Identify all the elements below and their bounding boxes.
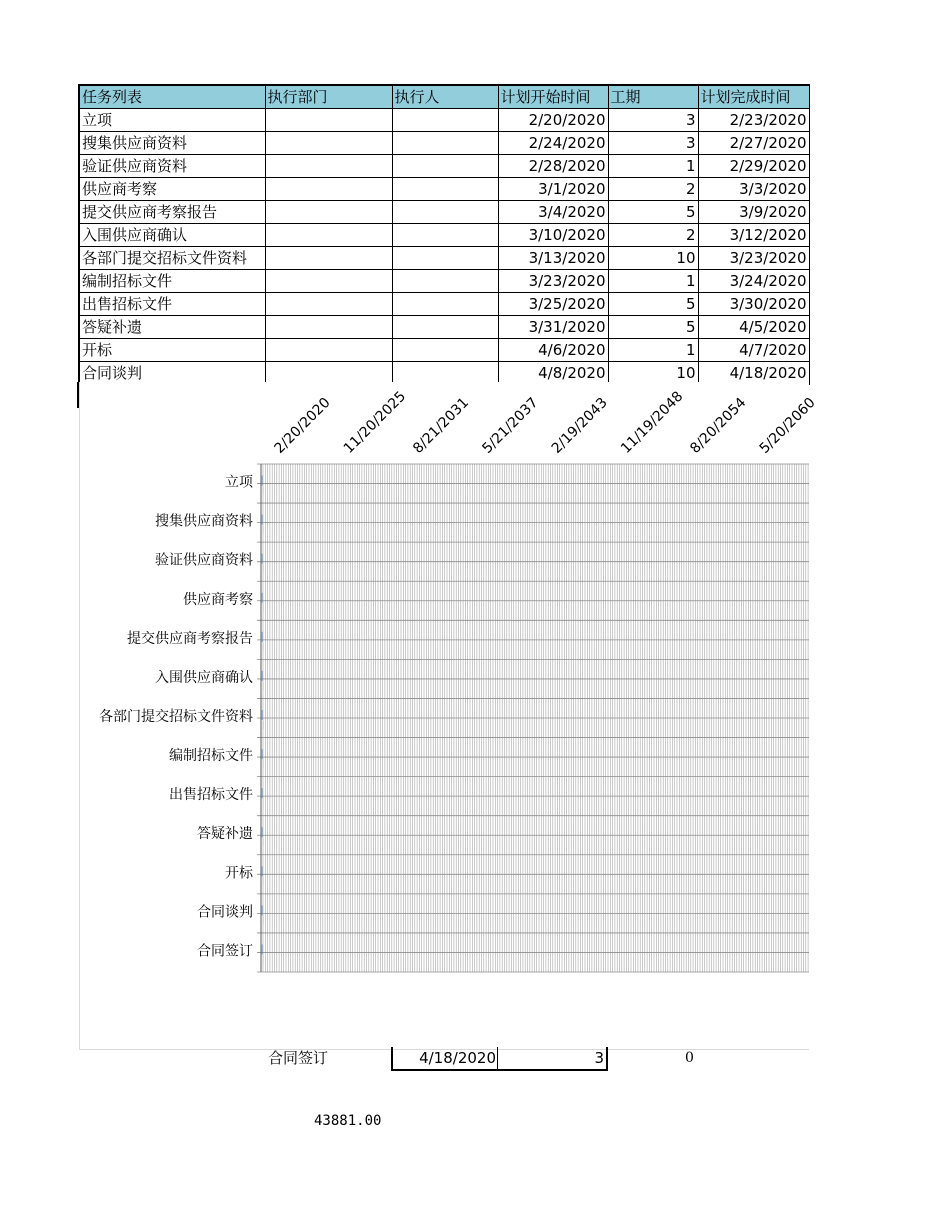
start-date-cell[interactable]: 3/23/2020	[498, 270, 608, 293]
dept-cell[interactable]	[265, 339, 392, 362]
duration-bar	[263, 838, 264, 846]
duration-bar	[263, 526, 264, 534]
table-row	[79, 224, 809, 247]
end-date-cell[interactable]: 3/24/2020	[698, 270, 809, 293]
header-dept[interactable]: 执行部门	[265, 85, 392, 109]
table-row	[79, 316, 809, 339]
category-label: 合同签订	[197, 943, 253, 960]
duration-cell[interactable]: 10	[608, 247, 698, 270]
duration-cell[interactable]: 5	[608, 201, 698, 224]
end-date-cell[interactable]: 4/18/2020	[698, 362, 809, 385]
category-label: 出售招标文件	[169, 787, 253, 804]
owner-cell[interactable]	[392, 247, 498, 270]
header-end[interactable]: 计划完成时间	[698, 85, 809, 109]
owner-cell[interactable]	[392, 109, 498, 132]
task-name-cell[interactable]: 供应商考察	[79, 178, 265, 201]
category-label: 合同谈判	[197, 904, 253, 921]
footer-zero-cell[interactable]: 0	[685, 1050, 694, 1066]
task-table	[78, 84, 810, 385]
x-tick-label: 8/21/2031	[410, 394, 473, 457]
owner-cell[interactable]	[392, 316, 498, 339]
category-label: 验证供应商资料	[155, 552, 253, 569]
task-name-cell[interactable]: 合同谈判	[79, 362, 265, 385]
start-date-cell[interactable]: 3/31/2020	[498, 316, 608, 339]
start-bar	[261, 671, 263, 681]
footer-task-cell[interactable]: 合同签订	[268, 1049, 329, 1067]
duration-cell[interactable]: 10	[608, 362, 698, 385]
x-tick-label: 2/19/2043	[548, 394, 611, 457]
duration-bar	[263, 760, 264, 768]
start-bar	[261, 788, 263, 798]
dept-cell[interactable]	[265, 201, 392, 224]
header-task[interactable]: 任务列表	[79, 85, 265, 109]
start-bar	[261, 905, 263, 915]
category-label: 入围供应商确认	[155, 669, 253, 686]
category-label: 答疑补遗	[197, 826, 253, 843]
gantt-chart-svg	[80, 382, 819, 1049]
dept-cell[interactable]	[265, 270, 392, 293]
start-date-cell[interactable]: 4/6/2020	[498, 339, 608, 362]
duration-cell[interactable]: 1	[608, 155, 698, 178]
end-date-cell[interactable]: 4/5/2020	[698, 316, 809, 339]
x-tick-label: 11/19/2048	[618, 388, 687, 457]
x-tick-label: 8/20/2054	[687, 394, 750, 457]
start-bar	[261, 476, 263, 486]
dept-cell[interactable]	[265, 247, 392, 270]
start-bar	[261, 866, 263, 876]
start-bar	[261, 944, 263, 954]
table-row	[79, 339, 809, 362]
header-owner[interactable]: 执行人	[392, 85, 498, 109]
start-date-cell[interactable]: 3/4/2020	[498, 201, 608, 224]
duration-cell[interactable]: 3	[608, 109, 698, 132]
duration-bar	[263, 565, 264, 573]
dept-cell[interactable]	[265, 109, 392, 132]
duration-cell[interactable]: 5	[608, 293, 698, 316]
dept-cell[interactable]	[265, 132, 392, 155]
start-bar	[261, 632, 263, 642]
category-label: 各部门提交招标文件资料	[99, 709, 253, 725]
start-bar	[261, 593, 263, 603]
duration-bar	[263, 721, 264, 729]
duration-bar	[263, 487, 264, 495]
dept-cell[interactable]	[265, 316, 392, 339]
duration-cell[interactable]: 1	[608, 339, 698, 362]
start-date-cell[interactable]: 2/20/2020	[498, 109, 608, 132]
table-row	[79, 132, 809, 155]
table-row	[79, 178, 809, 201]
table-row	[79, 155, 809, 178]
category-label: 供应商考察	[183, 591, 253, 608]
task-name-cell[interactable]: 开标	[79, 339, 265, 362]
category-label: 搜集供应商资料	[155, 513, 253, 530]
start-date-cell[interactable]: 3/25/2020	[498, 293, 608, 316]
footer-start-cell[interactable]: 4/18/2020	[391, 1047, 498, 1071]
start-date-cell[interactable]: 2/24/2020	[498, 132, 608, 155]
category-label: 编制招标文件	[169, 748, 253, 765]
header-start[interactable]: 计划开始时间	[498, 85, 608, 109]
end-date-cell[interactable]: 2/29/2020	[698, 155, 809, 178]
task-name-cell[interactable]: 各部门提交招标文件资料	[79, 247, 265, 270]
start-date-cell[interactable]: 3/1/2020	[498, 178, 608, 201]
start-bar	[261, 515, 263, 525]
duration-bar	[263, 955, 264, 963]
owner-cell[interactable]	[392, 224, 498, 247]
start-date-cell[interactable]: 3/10/2020	[498, 224, 608, 247]
task-name-cell[interactable]: 搜集供应商资料	[79, 132, 265, 155]
task-name-cell[interactable]: 验证供应商资料	[79, 155, 265, 178]
table-row	[79, 109, 809, 132]
x-tick-label: 11/20/2025	[340, 388, 410, 457]
x-tick-label: 5/20/2060	[756, 394, 819, 457]
table-row	[79, 270, 809, 293]
owner-cell[interactable]	[392, 293, 498, 316]
task-name-cell[interactable]: 提交供应商考察报告	[79, 201, 265, 224]
owner-cell[interactable]	[392, 339, 498, 362]
start-date-cell[interactable]: 2/28/2020	[498, 155, 608, 178]
end-date-cell[interactable]: 2/23/2020	[698, 109, 809, 132]
table-row	[79, 201, 809, 224]
task-name-cell[interactable]: 入围供应商确认	[79, 224, 265, 247]
duration-bar	[263, 643, 264, 651]
owner-cell[interactable]	[392, 132, 498, 155]
start-date-cell[interactable]: 3/13/2020	[498, 247, 608, 270]
owner-cell[interactable]	[392, 178, 498, 201]
category-label: 立项	[225, 474, 253, 491]
category-label: 提交供应商考察报告	[127, 630, 253, 647]
header-duration[interactable]: 工期	[608, 85, 698, 109]
start-bar	[261, 827, 263, 837]
category-label: 开标	[225, 865, 253, 882]
x-tick-label: 2/20/2020	[271, 394, 334, 457]
footer-duration-cell[interactable]: 3	[497, 1047, 608, 1071]
owner-cell[interactable]	[392, 270, 498, 293]
duration-cell[interactable]: 2	[608, 224, 698, 247]
end-date-cell[interactable]: 3/12/2020	[698, 224, 809, 247]
end-date-cell[interactable]: 3/23/2020	[698, 247, 809, 270]
duration-cell[interactable]: 1	[608, 270, 698, 293]
start-bar	[261, 554, 263, 564]
duration-bar	[263, 604, 264, 612]
owner-cell[interactable]	[392, 155, 498, 178]
task-name-cell[interactable]: 答疑补遗	[79, 316, 265, 339]
start-bar	[261, 710, 263, 720]
duration-bar	[263, 877, 264, 885]
end-date-cell[interactable]: 3/3/2020	[698, 178, 809, 201]
duration-cell[interactable]: 2	[608, 178, 698, 201]
end-date-cell[interactable]: 3/9/2020	[698, 201, 809, 224]
duration-bar	[263, 682, 264, 690]
dept-cell[interactable]	[265, 155, 392, 178]
duration-bar	[263, 916, 264, 924]
start-date-cell[interactable]: 4/8/2020	[498, 362, 608, 385]
end-date-cell[interactable]: 3/30/2020	[698, 293, 809, 316]
start-bar	[261, 749, 263, 759]
task-name-cell[interactable]: 出售招标文件	[79, 293, 265, 316]
end-date-cell[interactable]: 2/27/2020	[698, 132, 809, 155]
dept-cell[interactable]	[265, 224, 392, 247]
gantt-chart[interactable]	[79, 382, 819, 1050]
task-name-cell[interactable]: 立项	[79, 109, 265, 132]
duration-cell[interactable]: 5	[608, 316, 698, 339]
duration-bar	[263, 799, 264, 807]
table-row	[79, 293, 809, 316]
owner-cell[interactable]	[392, 201, 498, 224]
x-tick-label: 5/21/2037	[479, 394, 542, 457]
duration-cell[interactable]: 3	[608, 132, 698, 155]
task-name-cell[interactable]: 编制招标文件	[79, 270, 265, 293]
serial-date-value[interactable]: 43881.00	[314, 1113, 382, 1129]
header-row	[79, 85, 809, 109]
dept-cell[interactable]	[265, 293, 392, 316]
table-row	[79, 247, 809, 270]
end-date-cell[interactable]: 4/7/2020	[698, 339, 809, 362]
dept-cell[interactable]	[265, 178, 392, 201]
